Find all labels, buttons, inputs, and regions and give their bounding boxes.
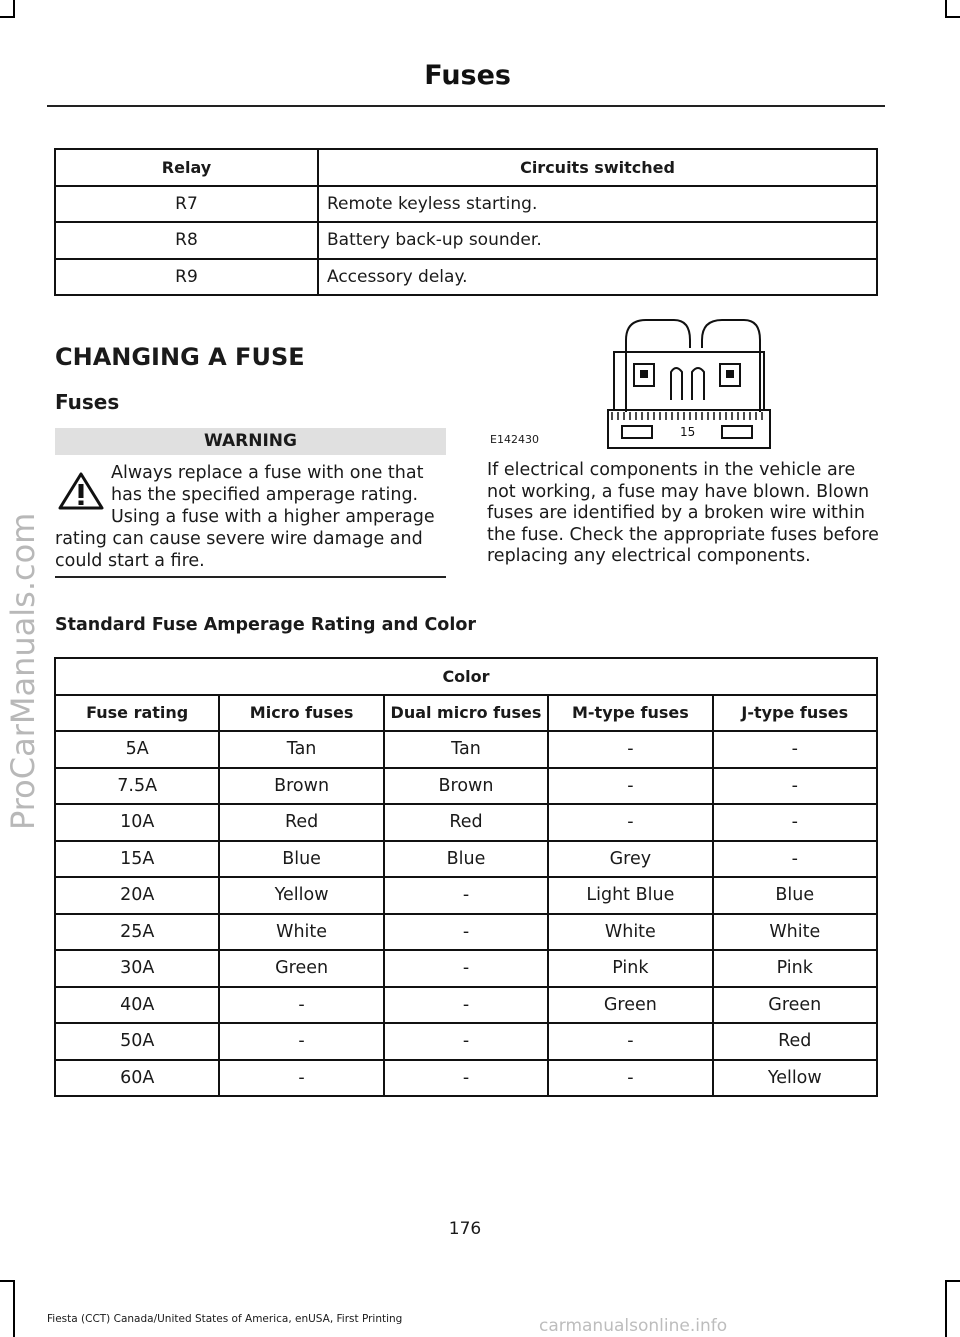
watermark-side: ProCarManuals.com (4, 512, 42, 830)
fuse-cell: Brown (384, 768, 548, 805)
warning-text: Always replace a fuse with one that has the specified amperage rating. Using a fuse with a higher amperage rating can cause severe wire damage and could start a fire. (55, 463, 435, 571)
crop-mark (945, 1280, 960, 1282)
crop-mark (13, 1280, 15, 1337)
table-row (55, 950, 877, 987)
table-row (55, 987, 877, 1024)
fuse-illustration (486, 312, 880, 452)
column-header: Fuse rating (55, 695, 219, 732)
table-row (55, 186, 877, 223)
fuse-description: If electrical components in the vehicle are not working, a fuse may have blown. Blown fuses are identified by a broken wire within the fuse. Check the appropriate fuses before replacing any electrical components. (487, 460, 879, 566)
column-header: Micro fuses (219, 695, 383, 732)
fuse-cell: 25A (55, 914, 219, 951)
fuse-cell: - (548, 768, 712, 805)
fuse-cell: 5A (55, 731, 219, 768)
table-row (55, 804, 877, 841)
relay-cell: R8 (55, 222, 318, 259)
crop-mark (945, 1280, 947, 1337)
fuse-cell: - (384, 950, 548, 987)
table-group-header-row (55, 658, 877, 695)
fuse-cell: - (548, 731, 712, 768)
table-row (55, 731, 877, 768)
warning-divider (55, 576, 446, 578)
fuse-cell: Light Blue (548, 877, 712, 914)
fuse-cell: 60A (55, 1060, 219, 1097)
fuse-cell: 10A (55, 804, 219, 841)
fuse-cell: Green (713, 987, 877, 1024)
fuse-cell: Grey (548, 841, 712, 878)
table-row (55, 914, 877, 951)
fuse-cell: Yellow (219, 877, 383, 914)
table-title: Standard Fuse Amperage Rating and Color (55, 615, 476, 635)
fuse-cell: Yellow (713, 1060, 877, 1097)
column-header: Dual micro fuses (384, 695, 548, 732)
fuse-cell: - (548, 1023, 712, 1060)
fuse-cell: 7.5A (55, 768, 219, 805)
watermark-bottom: carmanualsonline.info (539, 1316, 728, 1336)
fuse-cell: Green (548, 987, 712, 1024)
relay-cell: R7 (55, 186, 318, 223)
warning-label: WARNING (55, 428, 446, 455)
table-row (55, 1060, 877, 1097)
page-header (47, 60, 885, 91)
fuse-cell: 30A (55, 950, 219, 987)
fuse-cell: - (384, 877, 548, 914)
section-title: CHANGING A FUSE (55, 343, 305, 371)
fuse-cell: Red (384, 804, 548, 841)
fuse-cell: Red (713, 1023, 877, 1060)
fuse-rating-table (54, 657, 878, 1097)
header-divider (47, 105, 885, 107)
fuse-cell: - (713, 731, 877, 768)
fuse-cell: 20A (55, 877, 219, 914)
fuse-cell: White (548, 914, 712, 951)
table-row (55, 768, 877, 805)
fuse-cell: Green (219, 950, 383, 987)
fuse-cell: - (713, 768, 877, 805)
figure-code: E142430 (490, 433, 539, 446)
table-row (55, 1023, 877, 1060)
warning-triangle-icon (58, 472, 104, 510)
fuse-cell: Red (219, 804, 383, 841)
fuse-cell: 40A (55, 987, 219, 1024)
fuse-cell: 50A (55, 1023, 219, 1060)
crop-mark (0, 16, 15, 18)
group-header-color: Color (55, 658, 877, 695)
column-header: Circuits switched (318, 149, 877, 186)
table-row (55, 222, 877, 259)
fuse-cell: Blue (219, 841, 383, 878)
column-header: M-type fuses (548, 695, 712, 732)
fuse-cell: - (713, 804, 877, 841)
fuse-cell: - (219, 987, 383, 1024)
fuse-cell: White (219, 914, 383, 951)
fuse-cell: - (384, 914, 548, 951)
crop-mark (945, 16, 960, 18)
fuse-cell: - (384, 1060, 548, 1097)
table-header-row (55, 149, 877, 186)
relay-cell: R9 (55, 259, 318, 296)
fuse-cell: 15A (55, 841, 219, 878)
fuse-cell: Blue (713, 877, 877, 914)
warning-box (55, 462, 446, 572)
footer-text: Fiesta (CCT) Canada/United States of America, enUSA, First Printing (47, 1313, 403, 1325)
circuit-cell: Accessory delay. (318, 259, 877, 296)
fuse-cell: - (384, 1023, 548, 1060)
circuit-cell: Remote keyless starting. (318, 186, 877, 223)
table-row (55, 877, 877, 914)
fuse-cell: - (219, 1060, 383, 1097)
fuse-cell: - (548, 804, 712, 841)
fuse-cell: - (219, 1023, 383, 1060)
fuse-cell: Brown (219, 768, 383, 805)
relay-table (54, 148, 878, 296)
fuse-cell: White (713, 914, 877, 951)
fuse-cell: - (548, 1060, 712, 1097)
fuse-cell: Blue (384, 841, 548, 878)
column-header: Relay (55, 149, 318, 186)
fuse-cell: Pink (548, 950, 712, 987)
fuse-cell: Pink (713, 950, 877, 987)
circuit-cell: Battery back-up sounder. (318, 222, 877, 259)
fuse-amperage-label: 15 (680, 425, 696, 439)
crop-mark (0, 1280, 15, 1282)
table-row (55, 841, 877, 878)
fuse-cell: Tan (219, 731, 383, 768)
fuse-cell: - (384, 987, 548, 1024)
fuse-cell: Tan (384, 731, 548, 768)
page-title: Fuses (424, 60, 511, 91)
fuse-table-body (55, 731, 877, 1096)
table-row (55, 259, 877, 296)
page-number: 176 (448, 1219, 482, 1239)
fuse-cell: - (713, 841, 877, 878)
section-subtitle: Fuses (55, 390, 120, 414)
column-header: J-type fuses (713, 695, 877, 732)
table-header-row (55, 695, 877, 732)
